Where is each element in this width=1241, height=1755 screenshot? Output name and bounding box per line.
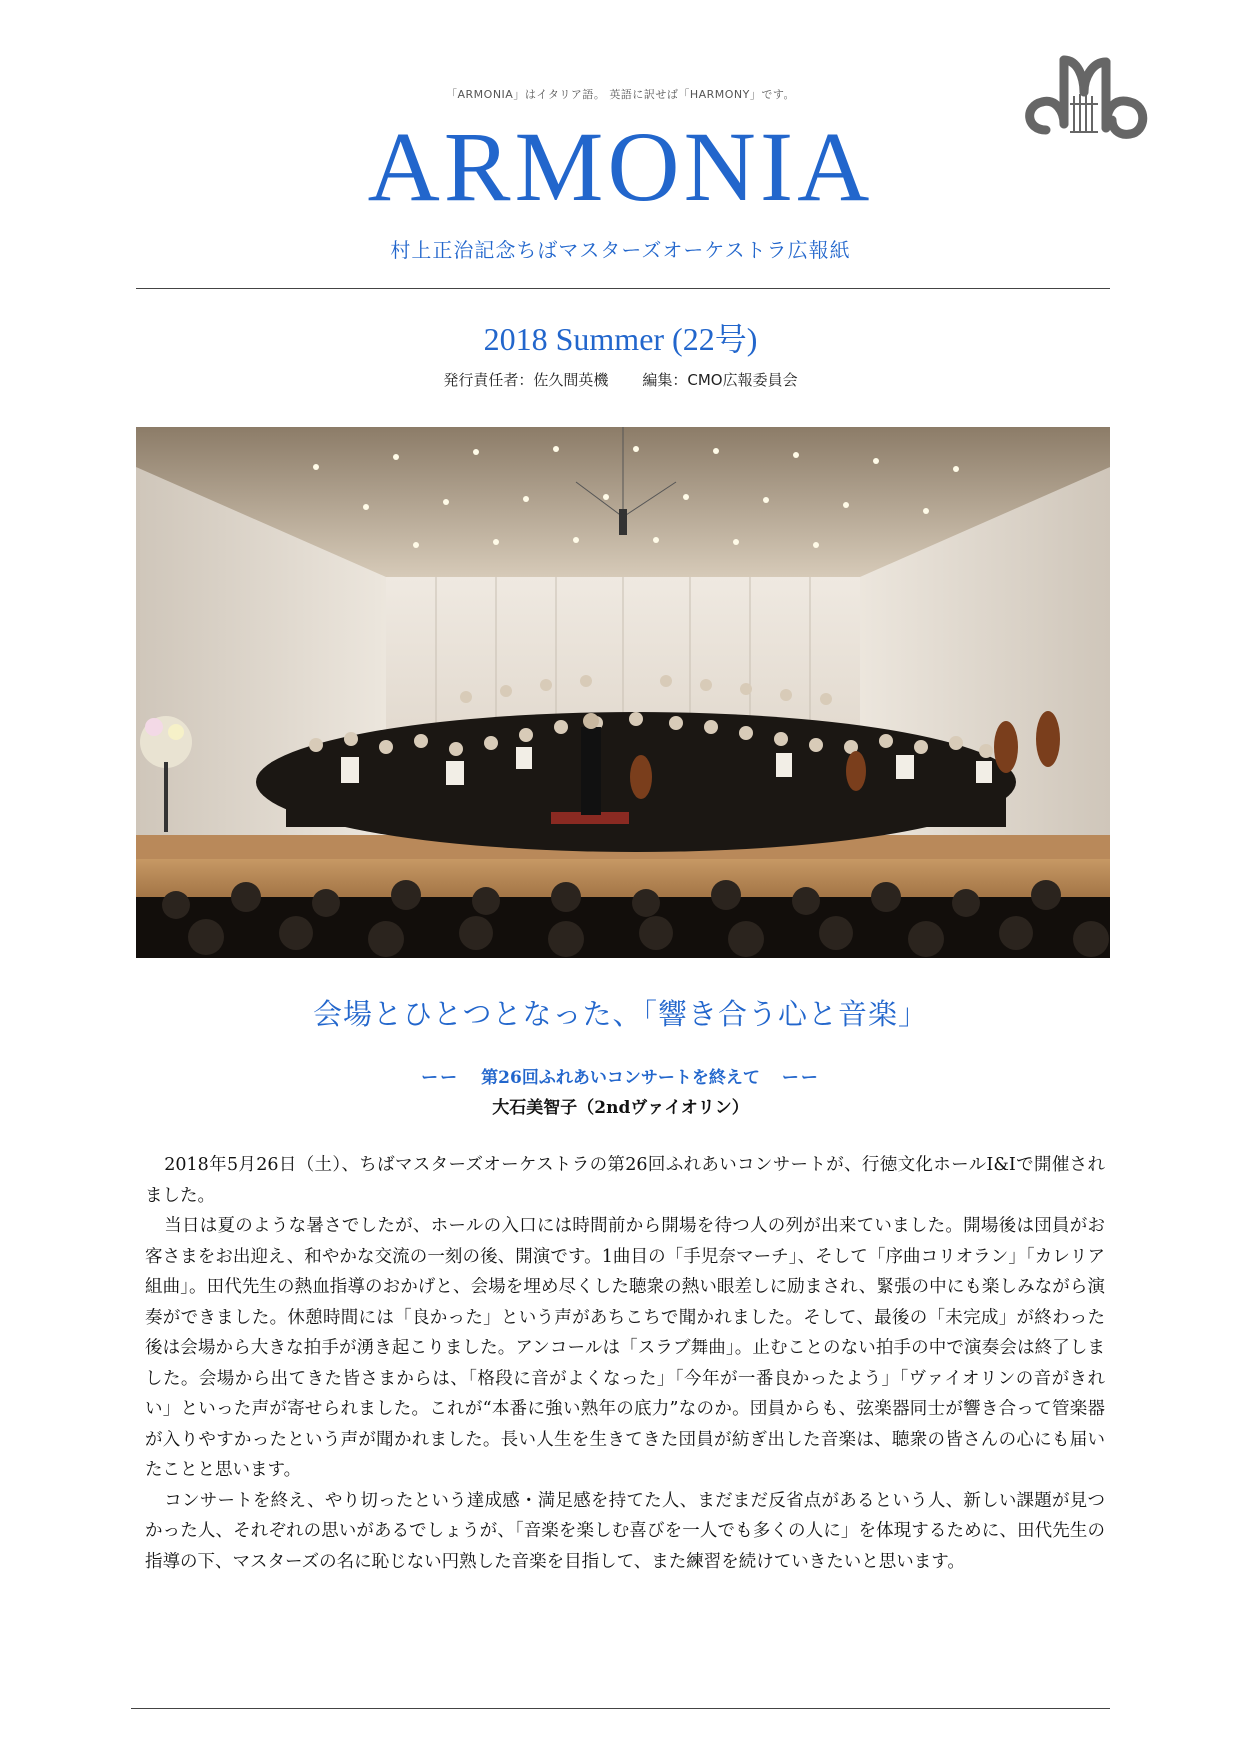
issue-label: 2018 Summer (22号) [483,321,758,357]
article-paragraph: 2018年5月26日（土）、ちばマスターズオーケストラの第26回ふれあいコンサートが、行徳文化ホールI&Iで開催されました。 [145,1155,1105,1206]
masthead-subtitle: 村上正治記念ちばマスターズオーケストラ広報紙 [390,238,851,262]
subhead-text: 第26回ふれあいコンサートを終えて [481,1068,760,1088]
tagline: 「ARMONIA」はイタリア語。 英語に訳せば「HARMONY」です。 [446,88,795,101]
subhead-dash-left: ーー [421,1068,460,1088]
article-subheadline [0,1063,1241,1088]
subhead-dash-right: ーー [781,1068,820,1088]
orchestra-concert-photo [136,427,1110,958]
article-paragraph: コンサートを終え、やり切ったという達成感・満足感を持てた人、まだまだ反省点があるという人、新しい課題が見つかった人、それぞれの思いがあるでしょうが、「音楽を楽しむ喜びを一人でも多くの人に」を体現するために、田代先生の指導の下、マスターズの名に恥じない円熟した音楽を目指して、また練習を続けていきたいと思います。 [145,1490,1105,1572]
article-author: 大石美智子（2ndヴァイオリン） [492,1098,749,1118]
credits-line [0,369,1241,390]
editor-credit: 編集：CMO広報委員会 [642,371,798,389]
article-headline: 会場とひとつとなった、「響き合う心と音楽」 [313,997,928,1031]
masthead-title: ARMONIA [367,111,874,222]
article-body [145,1150,1105,1577]
publisher-credit: 発行責任者：佐久間英機 [443,371,609,389]
divider [136,288,1110,289]
article-paragraph: 当日は夏のような暑さでしたが、ホールの入口には時間前から開場を待つ人の列が出来ていました。開場後は団員がお客さまをお出迎え、和やかな交流の一刻の後、開演です。1曲目の「手児奈マーチ」、そして「序曲コリオラン」「カレリア組曲」。田代先生の熱血指導のおかげと、会場を埋め尽くした聴衆の熱い眼差しに励まされ、緊張の中にも楽しみながら演奏ができました。休憩時間には「良かった」という声があちこちで聞かれました。そして、最後の「未完成」が終わった後は会場から大きな拍手が湧き起こりました。アンコールは「スラブ舞曲」。止むことのない拍手の中で演奏会は終了しました。会場から出てきた皆さまからは、「格段に音がよくなった」「今年が一番良かったよう」「ヴァイオリンの音がきれい」といった声が寄せられました。これが“本番に強い熟年の底力”なのか。団員からも、弦楽器同士が響き合って管楽器が入りやすかったという声が聞かれました。長い人生を生きてきた団員が紡ぎ出した音楽は、聴衆の皆さんの心にも届いたことと思います。 [145,1216,1105,1480]
divider [131,1708,1110,1709]
